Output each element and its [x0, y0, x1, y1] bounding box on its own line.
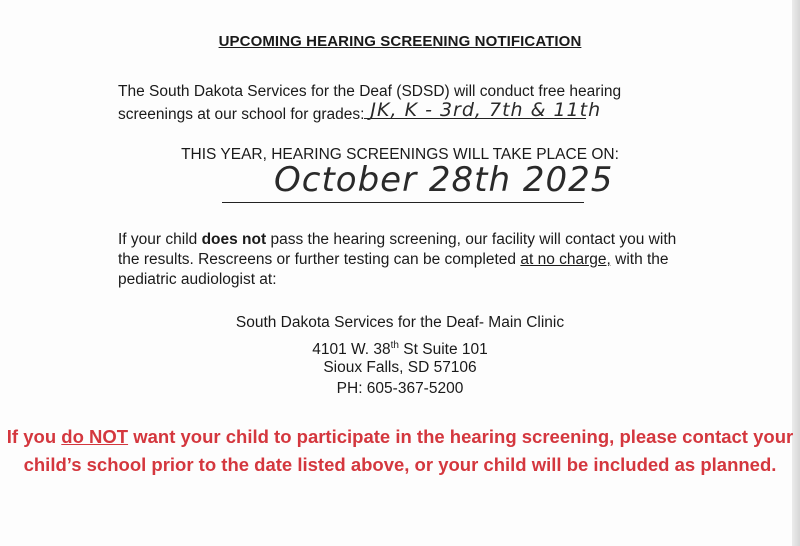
warning-text-1: If you [6, 426, 62, 447]
intro-line-1: The South Dakota Services for the Deaf (SDSD) will conduct free hearing [118, 83, 622, 100]
grades-prefix: screenings at our school for grades: [118, 106, 365, 123]
street-rest: St Suite 101 [399, 341, 488, 359]
no-charge-underlined: at no charge, [520, 251, 611, 268]
grades-blank [364, 99, 602, 121]
warning-text-2: want your child to participate in the hearing screening, please contact your child’s school prior to the date listed above, or your child will be included as planned. [23, 426, 794, 475]
date-handwriting: October 28th 2025 [274, 160, 614, 200]
intro-line-2 [118, 99, 678, 125]
clinic-phone: PH: 605-367-5200 [336, 380, 464, 397]
clinic-name: South Dakota Services for the Deaf- Main Clinic [235, 314, 565, 331]
clinic-street [0, 336, 800, 360]
date-label: THIS YEAR, HEARING SCREENINGS WILL TAKE PLACE ON: [181, 146, 619, 163]
opt-out-warning [0, 423, 800, 478]
results-paragraph [118, 230, 698, 290]
street-number: 4101 W. 38 [312, 341, 391, 359]
results-bold: does not [201, 231, 267, 248]
date-blank [222, 160, 614, 203]
results-text-2: pass the hearing screening, our facility will contact you with the results. Rescreens or further testing can be completed [118, 231, 677, 268]
results-text-3: with the pediatric audiologist at: [118, 251, 669, 288]
warning-underlined: do NOT [61, 426, 129, 447]
intro-paragraph [118, 82, 678, 125]
results-text-1: If your child [118, 231, 202, 248]
clinic-city: Sioux Falls, SD 57106 [323, 359, 477, 376]
notice-title: UPCOMING HEARING SCREENING NOTIFICATION [218, 33, 582, 50]
street-suffix: th [390, 340, 399, 351]
grades-handwriting: JK, K - 3rd, 7th & 11th [370, 99, 602, 121]
